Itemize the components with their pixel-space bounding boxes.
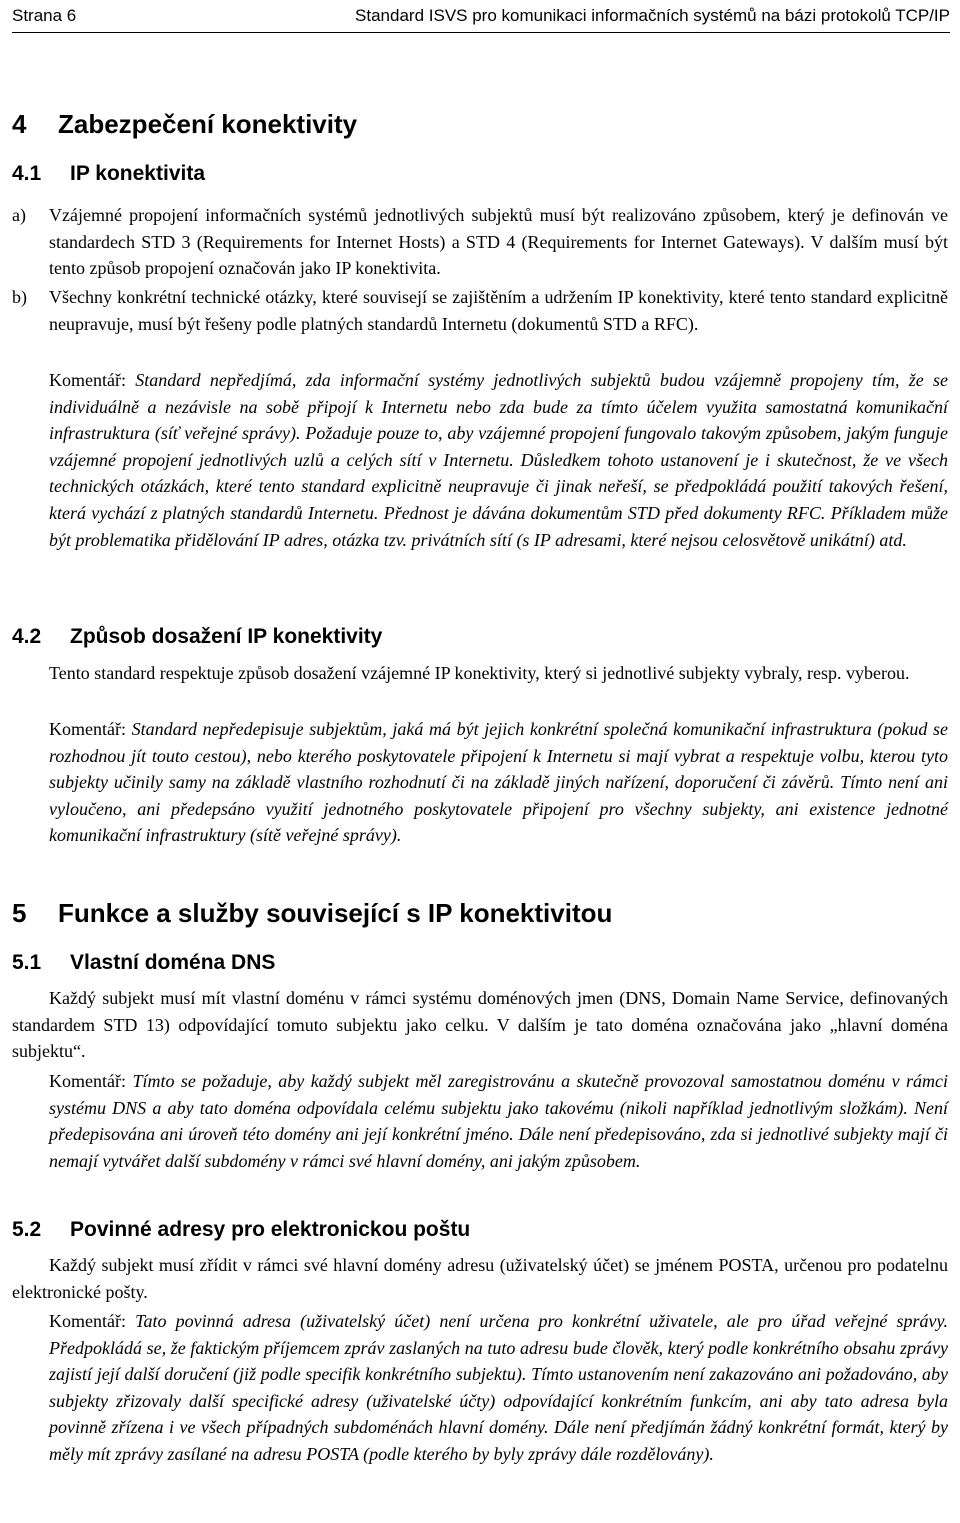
comment-label: Komentář: bbox=[49, 1311, 126, 1331]
heading-title: Zabezpečení konektivity bbox=[58, 109, 358, 139]
comment-4-1 bbox=[49, 367, 948, 553]
heading-title: Funkce a služby související s IP konektivitou bbox=[58, 898, 613, 928]
header-rule bbox=[12, 32, 950, 33]
heading-section-4-1 bbox=[12, 160, 205, 188]
heading-number: 4.2 bbox=[12, 625, 42, 648]
comment-text: Standard nepředepisuje subjektům, jaká má být jejich konkrétní společná komunikační infrastruktura (pokud se rozhodnou jít touto cestou), nebo kterého poskytovatele připojení k Internetu si mají vybrat a respektuje volbu, kterou tyto subjekty učinily samy na základě vlastního rozhodnutí či na základě jiných nařízení, doporučení či závěrů. Tímto není ani vyloučeno, ani předepsáno využití jednotného poskytovatele připojení pro všechny subjekty, ani existence jednotné komunikační infrastruktury (sítě veřejné správy). bbox=[49, 719, 949, 846]
heading-section-5-2 bbox=[12, 1216, 470, 1244]
list-text: Vzájemné propojení informačních systémů jednotlivých subjektů musí být realizováno způsobem, který je definován ve standardech STD 3 (Requirements for Internet Hosts) a STD 4 (Requirements for Internet Gateways). V dalším musí být tento způsob propojení označován jako IP konektivita. bbox=[49, 205, 948, 279]
heading-number: 4.1 bbox=[12, 162, 42, 185]
page-header bbox=[12, 2, 950, 32]
heading-number: 4 bbox=[12, 109, 27, 139]
comment-5-1 bbox=[49, 1068, 948, 1174]
header-title: Standard ISVS pro komunikaci informačních systémů na bázi protokolů TCP/IP bbox=[355, 6, 950, 25]
heading-section-4 bbox=[12, 108, 357, 140]
comment-label: Komentář: bbox=[49, 1071, 126, 1091]
heading-title: IP konektivita bbox=[70, 162, 206, 185]
comment-label: Komentář: bbox=[49, 719, 126, 739]
heading-number: 5.2 bbox=[12, 1218, 42, 1241]
list-label: a) bbox=[12, 205, 26, 225]
heading-title: Vlastní doména DNS bbox=[70, 951, 276, 974]
paragraph-5-2: Každý subjekt musí zřídit v rámci své hlavní domény adresu (uživatelský účet) se jménem POSTA, určenou pro podatelnu elektronické pošty. bbox=[12, 1255, 948, 1302]
heading-number: 5.1 bbox=[12, 951, 42, 974]
heading-title: Způsob dosažení IP konektivity bbox=[70, 625, 383, 648]
list-item-a bbox=[12, 202, 948, 282]
heading-number: 5 bbox=[12, 898, 27, 928]
paragraph-5-1: Každý subjekt musí mít vlastní doménu v rámci systému doménových jmen (DNS, Domain Name Service, definovaných standardem STD 13) odpovídající tomuto subjektu jako celku. V dalším je tato doména označována jako „hlavní doména subjektu“. bbox=[12, 988, 948, 1062]
comment-4-2 bbox=[49, 716, 948, 849]
heading-section-5-1 bbox=[12, 949, 275, 977]
list-item-b bbox=[12, 284, 948, 337]
heading-section-4-2 bbox=[12, 623, 382, 651]
comment-text: Tímto se požaduje, aby každý subjekt měl zaregistrovánu a skutečně provozoval samostatnou doménu v rámci systému DNS a aby tato doména odpovídala celému subjektu jako takovému (nikoli například jednotlivým složkám). Není předepisována ani úroveň této domény ani její konkrétní jméno. Dále není předepisováno, zda si jednotlivé subjekty mají či nemají vytvářet další subdomény v rámci své hlavní domény, ani jakým způsobem. bbox=[49, 1071, 948, 1171]
heading-section-5 bbox=[12, 897, 612, 929]
heading-title: Povinné adresy pro elektronickou poštu bbox=[70, 1218, 471, 1241]
comment-5-2 bbox=[49, 1308, 948, 1468]
paragraph-4-2: Tento standard respektuje způsob dosažení vzájemné IP konektivity, který si jednotlivé subjekty vybraly, resp. vyberou. bbox=[49, 663, 910, 683]
comment-text: Tato povinná adresa (uživatelský účet) není určena pro konkrétní uživatele, ale pro úřad veřejné správy. Předpokládá se, že faktickým příjemcem zpráv zaslaných na tuto adresu bude člověk, který podle konkrétního obsahu zprávy zajistí její další doručení (již podle specifik konkrétního subjektu). Tímto ustanovením není zakazováno ani požadováno, aby subjekty zřizovaly další specifické adresy (uživatelské účty) odpovídající konkrétním funkcím, ani aby tato adresa byla povinně zřízena i ve všech případných subdoménách hlavní domény. Dále není předjímán žádný konkrétní formát, který by měly mít zprávy zasílané na adresu POSTA (podle kterého by byly zprávy dále rozdělovány). bbox=[49, 1311, 948, 1464]
comment-label: Komentář: bbox=[49, 370, 126, 390]
list-text: Všechny konkrétní technické otázky, které souvisejí se zajištěním a udržením IP konektivity, které tento standard explicitně neupravuje, musí být řešeny podle platných standardů Internetu (dokumentů STD a RFC). bbox=[49, 287, 948, 334]
page-number: Strana 6 bbox=[12, 6, 77, 25]
comment-text: Standard nepředjímá, zda informační systémy jednotlivých subjektů budou vzájemně propojeny tím, že se individuálně a nezávisle na sobě připojí k Internetu nebo zda bude za tímto účelem využita samostatná komunikační infrastruktura (síť veřejné správy). Požaduje pouze to, aby vzájemné propojení fungovalo takovým způsobem, jakým funguje vzájemné propojení jednotlivých uzlů a celých sítí v Internetu. Důsledkem tohoto ustanovení je i skutečnost, že ve všech technických otázkách, které tento standard explicitně neupravuje či jinak neřeší, se předpokládá použití takových řešení, která vychází z platných standardů Internetu. Přednost je dávána dokumentům STD před dokumenty RFC. Příkladem může být problematika přidělování IP adres, otázka tzv. privátních sítí (s IP adresami, které nejsou celosvětově unikátní) atd. bbox=[49, 370, 949, 550]
list-label: b) bbox=[12, 287, 27, 307]
